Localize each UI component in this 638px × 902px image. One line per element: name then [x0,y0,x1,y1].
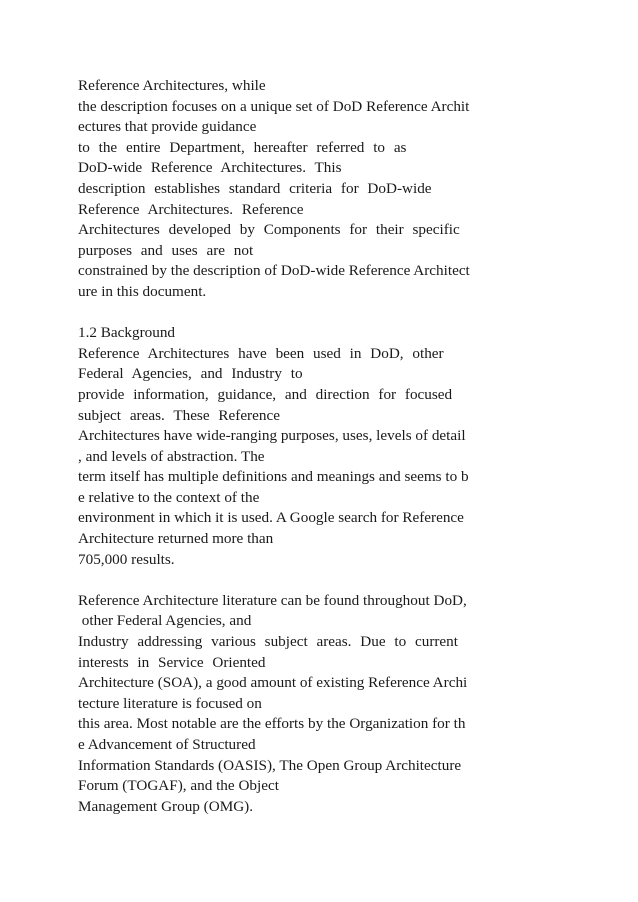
paragraph-spacer [78,303,578,324]
paragraph-intro [78,76,578,303]
document-body [78,76,578,817]
text-line: Information Standards (OASIS), The Open Group Architecture [78,756,462,774]
text-line: other Federal Agencies, and [78,612,252,630]
text-line: Industry addressing various subject areas. Due to current [78,633,458,651]
text-line: the description focuses on a unique set of DoD Reference Archit [78,97,470,115]
paragraph-spacer [78,570,578,591]
text-line: Federal Agencies, and Industry to [78,365,303,383]
text-line: Architectures developed by Components for their specific [78,221,460,239]
text-line: this area. Most notable are the efforts by the Organization for th [78,715,466,733]
text-line: environment in which it is used. A Google search for Reference [78,509,464,527]
text-line: Reference Architectures. Reference [78,200,304,218]
text-line: tecture literature is focused on [78,694,262,712]
text-line: ectures that provide guidance [78,118,257,136]
text-line: e relative to the context of the [78,488,260,506]
text-line: subject areas. These Reference [78,406,280,424]
text-line: term itself has multiple definitions and meanings and seems to b [78,468,469,486]
text-line: Architecture (SOA), a good amount of existing Reference Archi [78,674,468,692]
text-line: 705,000 results. [78,550,175,568]
section-heading: 1.2 Background [78,324,176,342]
paragraph-background [78,323,578,570]
text-line: e Advancement of Structured [78,736,256,753]
text-line: Forum (TOGAF), and the Object [78,777,279,795]
text-line: provide information, guidance, and direction for focused [78,385,453,403]
paragraph-literature [78,591,578,818]
text-line: Reference Architecture literature can be found throughout DoD, [78,591,467,609]
text-line: Reference Architectures have been used in DoD, other [78,344,444,362]
text-line: Architectures have wide-ranging purposes, uses, levels of detail [78,427,466,445]
text-line: to the entire Department, hereafter referred to as [78,138,407,156]
text-line: Management Group (OMG). [78,797,254,815]
text-line: Reference Architectures, while [78,77,266,94]
text-line: constrained by the description of DoD-wide Reference Architect [78,262,470,280]
text-line: interests in Service Oriented [78,653,266,671]
text-line: Architecture returned more than [78,530,274,548]
text-line: ure in this document. [78,282,207,300]
text-line: DoD-wide Reference Architectures. This [78,159,342,177]
text-line: purposes and uses are not [78,241,254,259]
text-line: description establishes standard criteria for DoD-wide [78,179,432,197]
text-line: , and levels of abstraction. The [78,447,265,465]
